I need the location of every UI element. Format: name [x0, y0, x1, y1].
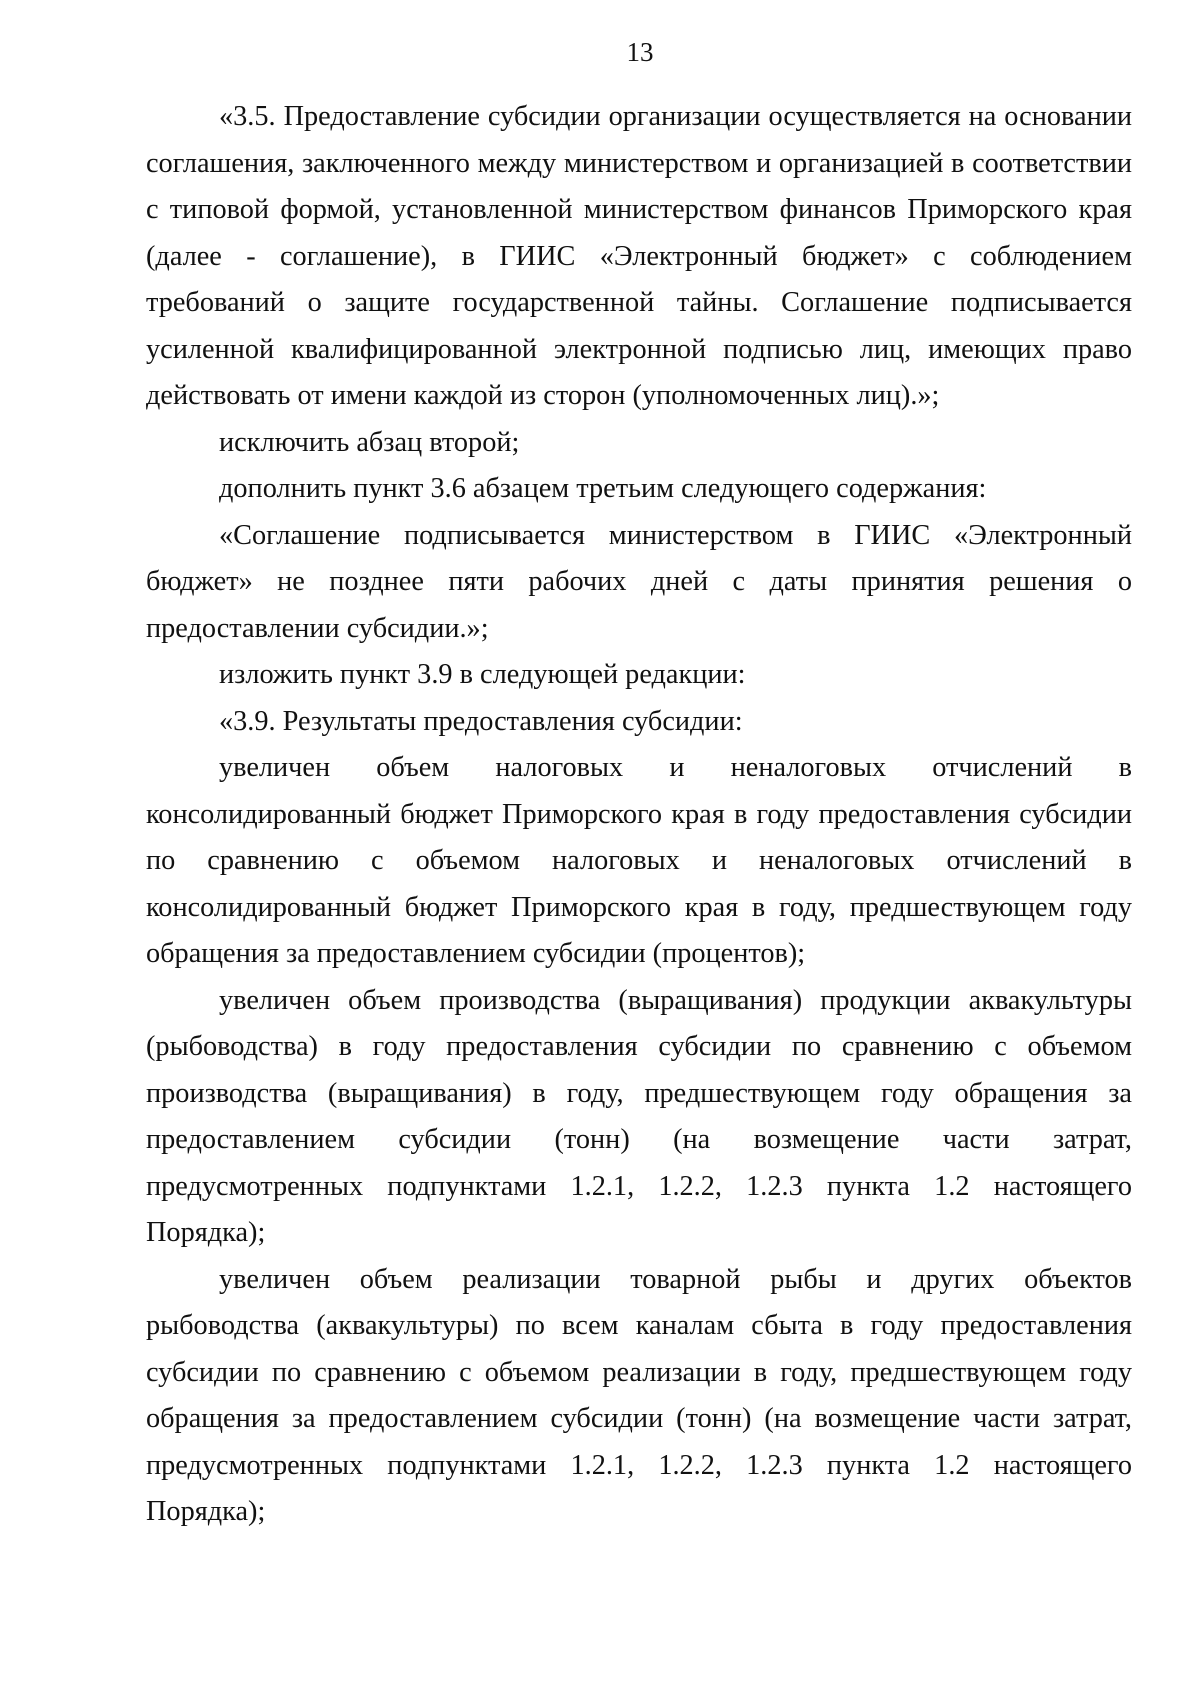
document-body — [146, 94, 1132, 1536]
page-number: 13 — [626, 37, 654, 67]
paragraph-result-tax: увеличен объем налоговых и неналоговых отчислений в консолидированный бюджет Приморского края в году предоставления субсидии по сравнению с объемом налоговых и неналоговых отчислений в консолидированный бюджет Приморского края в году, предшествующем году обращения за предоставлением субсидии (процентов); — [146, 752, 1132, 969]
paragraph-result-production: увеличен объем производства (выращивания) продукции аквакультуры (рыбоводства) в году предоставления субсидии по сравнению с объемом производства (выращивания) в году, предшествующем году обращения за предоставлением субсидии (тонн) (на возмещение части затрат, предусмотренных подпунктами 1.2.1, 1.2.2, 1.2.3 пункта 1.2 настоящего Порядка); — [146, 984, 1132, 1248]
paragraph-restate-3-9: изложить пункт 3.9 в следующей редакции: — [219, 659, 746, 690]
paragraph-3-5: «3.5. Предоставление субсидии организации осуществляется на основании соглашения, заключенного между министерством и организацией в соответствии с типовой формой, установленной министерством финансов Приморского края (далее - соглашение), в ГИИС «Электронный бюджет» с соблюдением требований о защите государственной тайны. Соглашение подписывается усиленной квалифицированной электронной подписью лиц, имеющих право действовать от имени каждой из сторон (уполномоченных лиц).»; — [146, 101, 1132, 411]
paragraph-exclude-second: исключить абзац второй; — [219, 426, 520, 458]
paragraph-3-9-heading: «3.9. Результаты предоставления субсидии: — [219, 705, 743, 737]
paragraph-result-sales: увеличен объем реализации товарной рыбы и других объектов рыбоводства (аквакультуры) по всем каналам сбыта в году предоставления субсидии по сравнению с объемом реализации в году, предшествующем году обращения за предоставлением субсидии (тонн) (на возмещение части затрат, предусмотренных подпунктами 1.2.1, 1.2.2, 1.2.3 пункта 1.2 настоящего Порядка); — [146, 1263, 1132, 1527]
paragraph-agreement-signing: «Соглашение подписывается министерством в ГИИС «Электронный бюджет» не позднее пяти рабочих дней с даты принятия решения о предоставлении субсидии.»; — [146, 519, 1132, 644]
paragraph-add-3-6: дополнить пункт 3.6 абзацем третьим следующего содержания: — [219, 473, 987, 504]
